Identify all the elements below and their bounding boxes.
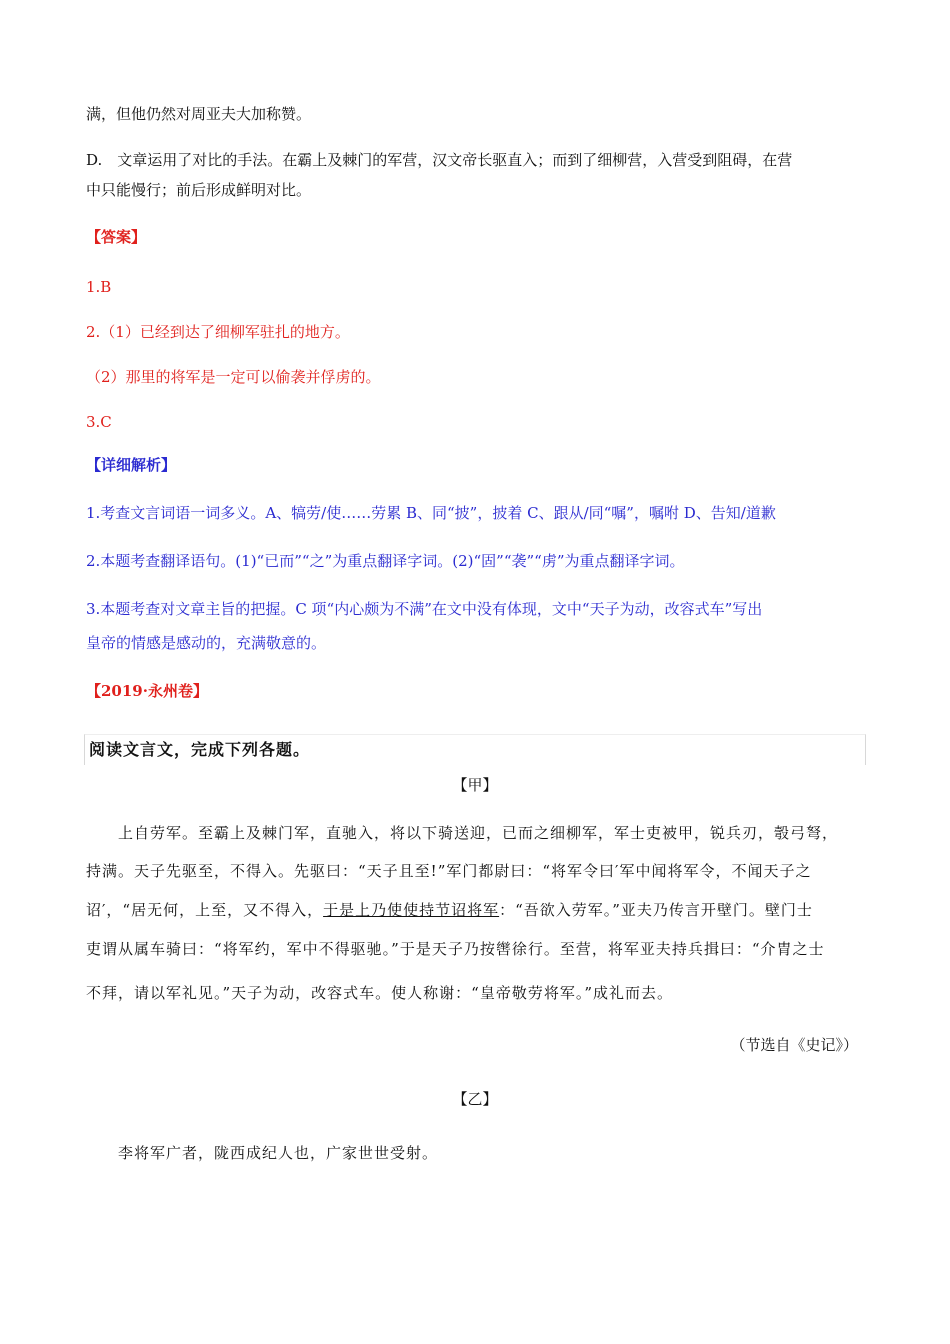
option-d-line2: 中只能慢行；前后形成鲜明对比。 (86, 181, 312, 199)
instruction-box (84, 734, 866, 765)
jia-line5: 不拜，请以军礼见。”天子为动，改容式车。使人称谢：“皇帝敬劳将军。”成礼而去。 (86, 984, 674, 1002)
answer-heading: 【答案】 (86, 228, 147, 246)
analysis-3-line1: 3.本题考查对文章主旨的把握。C 项“内心颇为不满”在文中没有体现，文中“天子为动，改容式车”写出 (86, 600, 763, 618)
jia-line2: 持满。天子先驱至，不得入。先驱曰：“天子且至!”军门都尉曰：“将军令曰′军中闻将军令，不闻天子之 (86, 862, 812, 880)
analysis-2: 2.本题考查翻译语句。(1)“已而”“之”为重点翻译字词。(2)“固”“袭”“虏”为重点翻译字词。 (86, 552, 685, 570)
analysis-heading: 【详细解析】 (86, 456, 177, 474)
answer-2-2: （2）那里的将军是一定可以偷袭并俘虏的。 (86, 368, 381, 386)
yi-label: 【乙】 (452, 1090, 498, 1108)
answer-2-1: 2.（1）已经到达了细柳军驻扎的地方。 (86, 323, 350, 341)
answer-3: 3.C (86, 413, 112, 431)
instruction-text: 阅读文言文，完成下列各题。 (89, 740, 311, 759)
yi-line1: 李将军广者，陇西成纪人也，广家世世受射。 (118, 1144, 439, 1162)
jia-line3 (86, 893, 866, 927)
jia-line3-start: 诏′，“居无何，上至，又不得入， (86, 901, 324, 919)
section-tag: 【2019·永州卷】 (86, 682, 208, 700)
option-c-continuation: 满，但他仍然对周亚夫大加称赞。 (86, 105, 312, 123)
jia-line3-end: ：“吾欲入劳军。”亚夫乃传言开壁门。壁门士 (499, 901, 813, 919)
answer-1: 1.B (86, 278, 112, 296)
jia-line1: 上自劳军。至霸上及棘门军，直驰入，将以下骑送迎，已而之细柳军，军士吏被甲，锐兵刃，彀弓弩， (118, 824, 839, 842)
jia-label: 【甲】 (452, 776, 498, 794)
jia-line4: 吏谓从属车骑曰：“将军约，军中不得驱驰。”于是天子乃按辔徐行。至营，将军亚夫持兵揖曰：“介胄之士 (86, 940, 825, 958)
option-d-line1: D. 文章运用了对比的手法。在霸上及棘门的军营，汉文帝长驱直入；而到了细柳营，入营受到阻碍，在营 (86, 151, 793, 169)
jia-source: （节选自《史记》） (730, 1036, 858, 1054)
analysis-1: 1.考查文言词语一词多义。A、犒劳/使……劳累 B、同“披”，披着 C、跟从/同“嘱”，嘱咐 D、告知/道歉 (86, 504, 776, 522)
analysis-3-line2: 皇帝的情感是感动的，充满敬意的。 (86, 634, 327, 652)
jia-underlined-sentence: 于是上乃使使持节诏将军 (323, 901, 500, 919)
